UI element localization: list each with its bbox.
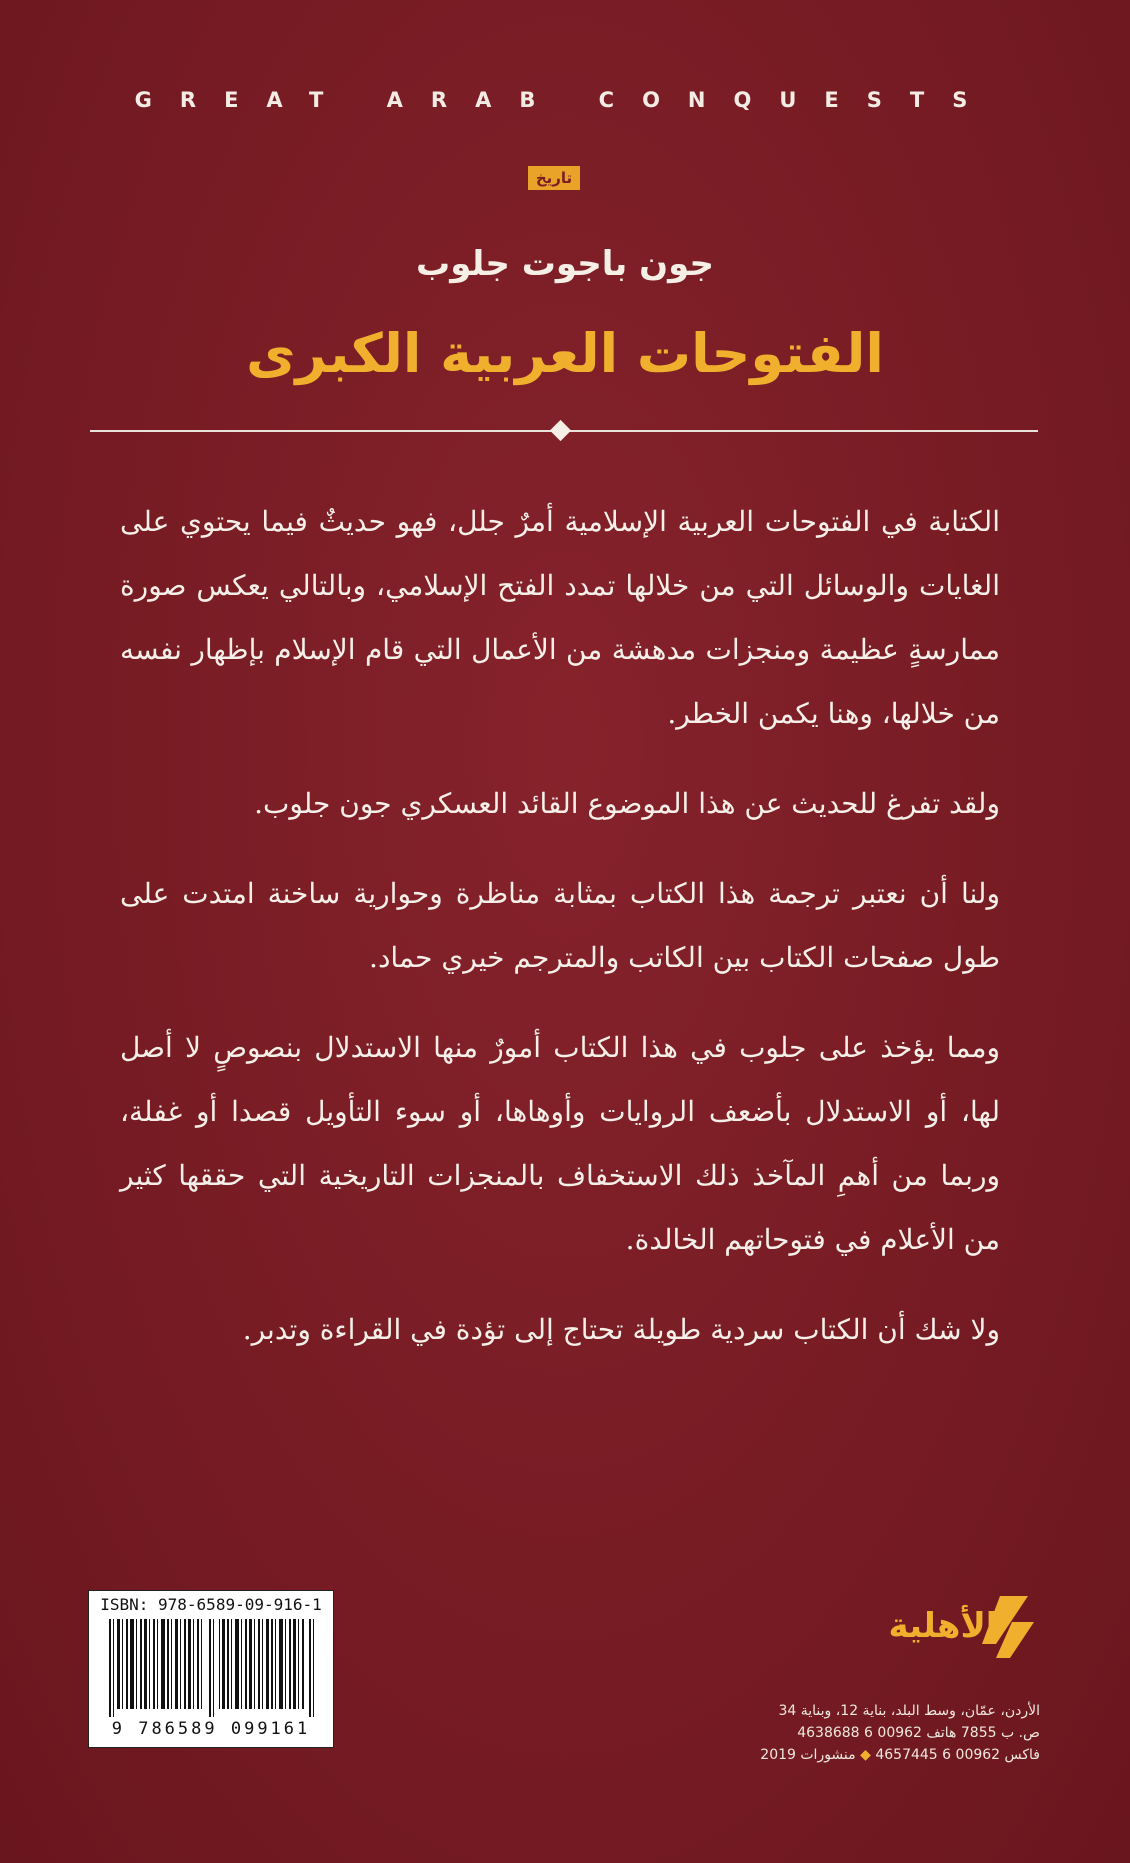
publication-year: منشورات 2019	[760, 1747, 856, 1763]
phone-line: ص. ب 7855 هاتف 00962 6 4638688	[797, 1725, 1040, 1741]
blurb-paragraph: ولا شك أن الكتاب سردية طويلة تحتاج إلى تؤدة في القراءة وتدبر.	[242, 1313, 1000, 1346]
collection-badge: تاريخ	[528, 166, 580, 190]
fax-line	[680, 1744, 1040, 1766]
fax-number: فاكس 00962 6 4657445	[875, 1747, 1040, 1763]
blurb-paragraph: ومما يؤخذ على جلوب في هذا الكتاب أمورٌ منها الاستدلال بنصوصٍ لا أصل لها، أو الاستدلال بأضعف الروايات وأوهاها، أو سوء التأويل قصدا أو غفلة، وربما من أهمِ المآخذ ذلك الاستخفاف بالمنجزات التاريخية التي حققها كثير من الأعلام في فتوحاتهم الخالدة.	[120, 1031, 1000, 1256]
series-title: GREAT ARAB CONQUESTS	[134, 88, 996, 112]
blurb-paragraph: ولقد تفرغ للحديث عن هذا الموضوع القائد العسكري جون جلوب.	[254, 787, 1000, 820]
isbn-label: ISBN: 978-6589-09-916-1	[100, 1595, 322, 1614]
isbn-digits: 9 786589 099161	[111, 1719, 311, 1739]
publisher-address	[680, 1700, 1040, 1766]
divider-diamond-icon	[550, 420, 571, 441]
diamond-bullet-icon: ◆	[860, 1747, 871, 1763]
blurb-paragraph: الكتابة في الفتوحات العربية الإسلامية أمرٌ جلل، فهو حديثٌ فيما يحتوي على الغايات والوسائل التي من خلالها تمدد الفتح الإسلامي، وبالتالي يعكس صورة ممارسةٍ عظيمة ومنجزات مدهشة من الأعمال التي قام الإسلام بإظهار نفسه من خلالها، وهنا يكمن الخطر.	[120, 505, 1000, 730]
book-title: الفتوحات العربية الكبرى	[246, 322, 884, 385]
isbn-barcode-box	[88, 1590, 334, 1748]
address-line: الأردن، عمّان، وسط البلد، بناية 12، وبناية 34	[778, 1703, 1040, 1719]
author-name: جون باجوت جلوب	[416, 244, 714, 284]
blurb-paragraph: ولنا أن نعتبر ترجمة هذا الكتاب بمثابة مناظرة وحوارية ساخنة امتدت على طول صفحات الكتاب بين الكاتب والمترجم خيري حماد.	[120, 877, 1000, 974]
barcode-icon	[109, 1619, 319, 1717]
blurb-text	[120, 490, 1000, 1388]
publisher-name: الأهلية	[888, 1606, 998, 1646]
